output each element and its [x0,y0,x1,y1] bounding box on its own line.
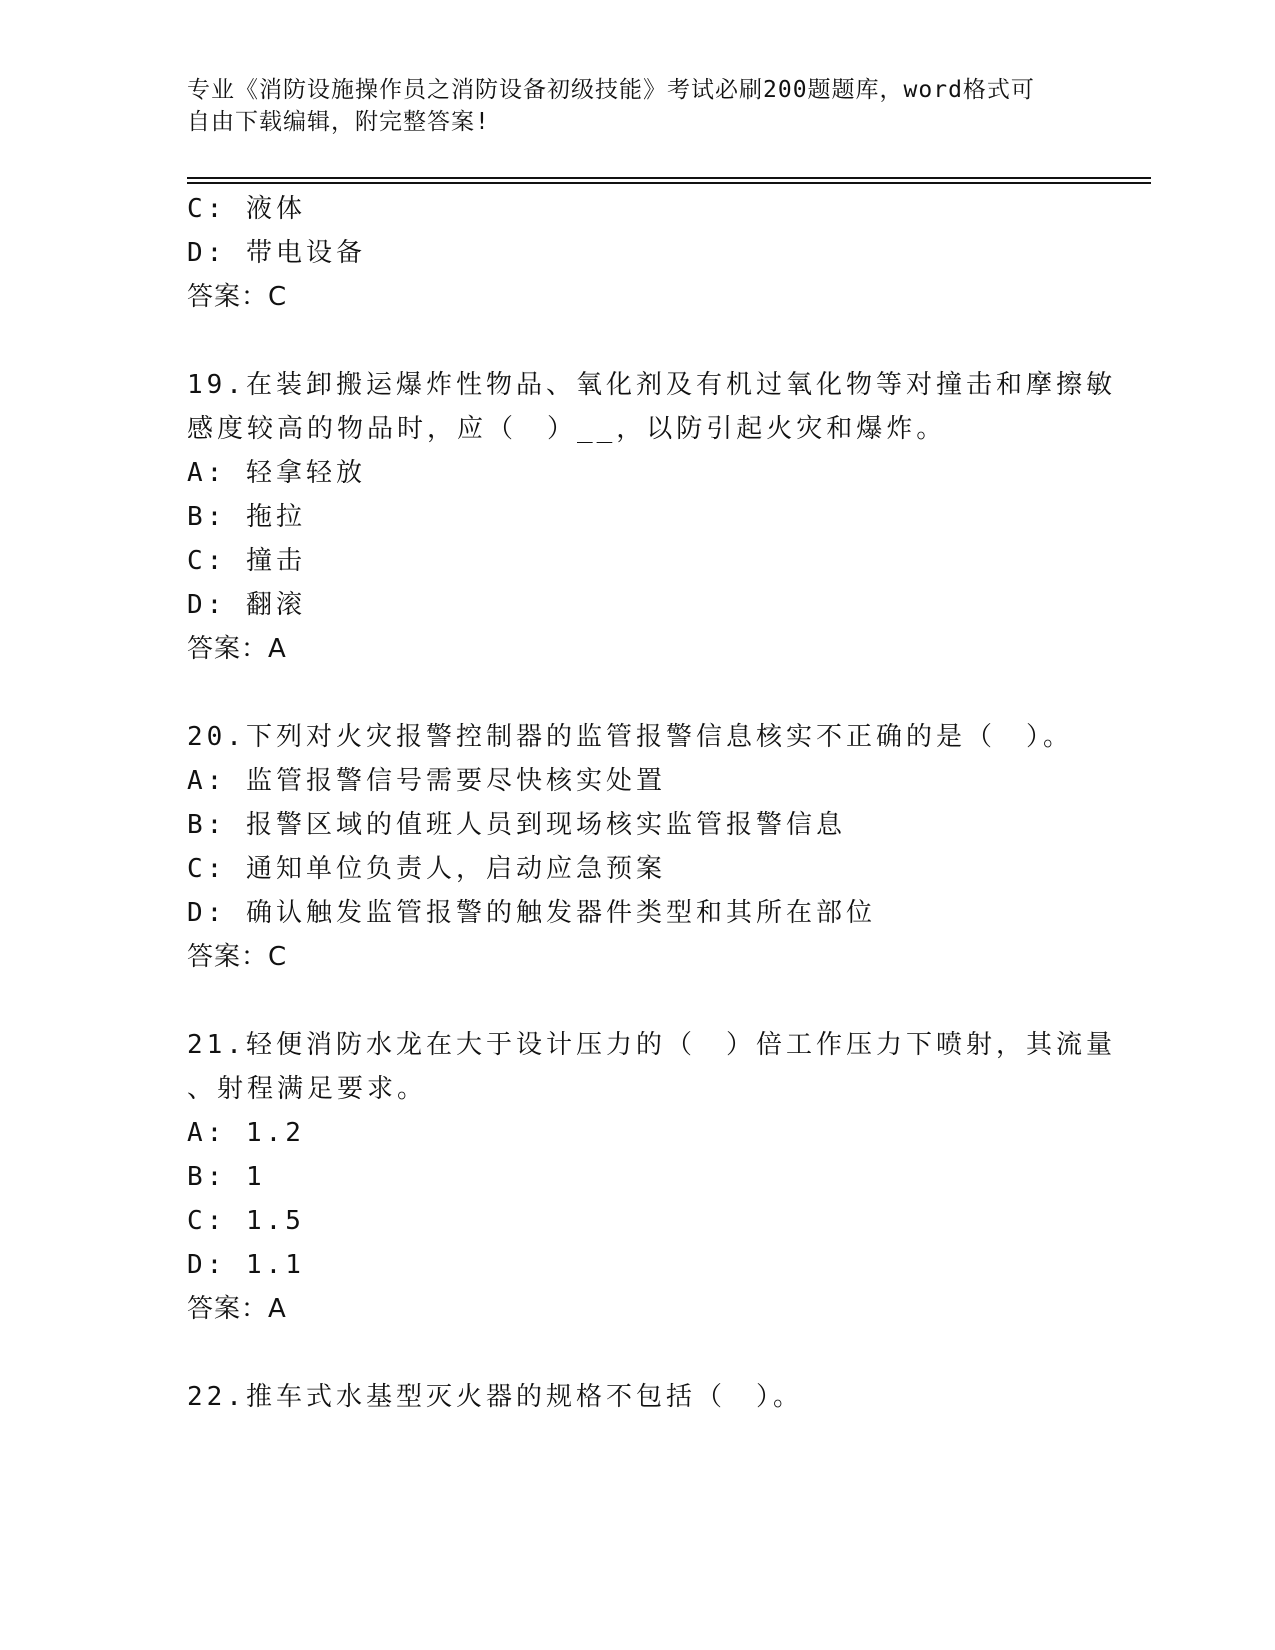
header-divider-top [187,177,1151,179]
option-d-q20: D: 确认触发监管报警的触发器件类型和其所在部位 [187,898,876,928]
question-19-line-1: 19.在装卸搬运爆炸性物品、氧化剂及有机过氧化物等对撞击和摩擦敏 [187,370,1116,400]
option-a-q21: A: 1.2 [187,1118,305,1148]
option-c-q19: C: 撞击 [187,546,306,576]
option-a-q19: A: 轻拿轻放 [187,458,366,488]
option-d-q19: D: 翻滚 [187,590,306,620]
document-header [187,74,1087,138]
option-b-q19: B: 拖拉 [187,502,306,532]
header-line-2: 自由下载编辑，附完整答案! [187,109,490,135]
answer-q19: 答案：A [187,634,287,664]
question-20: 20.下列对火灾报警控制器的监管报警信息核实不正确的是（ ）。 [187,722,1073,752]
option-b-q21: B: 1 [187,1162,266,1192]
question-21-line-2: 、射程满足要求。 [187,1074,428,1104]
option-d-q21: D: 1.1 [187,1250,305,1280]
option-c-q20: C: 通知单位负责人，启动应急预案 [187,854,666,884]
option-b-q20: B: 报警区域的值班人员到现场核实监管报警信息 [187,810,846,840]
answer-q18: 答案：C [187,282,288,312]
option-c-q21: C: 1.5 [187,1206,305,1236]
answer-q20: 答案：C [187,942,288,972]
header-divider-bottom [187,182,1151,184]
option-c-q18: C: 液体 [187,194,306,224]
question-19-line-2: 感度较高的物品时，应（ ）__，以防引起火灾和爆炸。 [187,414,947,444]
option-d-q18: D: 带电设备 [187,238,366,268]
header-line-1: 专业《消防设施操作员之消防设备初级技能》考试必刷200题题库，word格式可 [187,77,1035,103]
answer-q21: 答案：A [187,1294,287,1324]
option-a-q20: A: 监管报警信号需要尽快核实处置 [187,766,666,796]
question-21-line-1: 21.轻便消防水龙在大于设计压力的（ ）倍工作压力下喷射，其流量 [187,1030,1116,1060]
question-22: 22.推车式水基型灭火器的规格不包括（ ）。 [187,1382,803,1412]
